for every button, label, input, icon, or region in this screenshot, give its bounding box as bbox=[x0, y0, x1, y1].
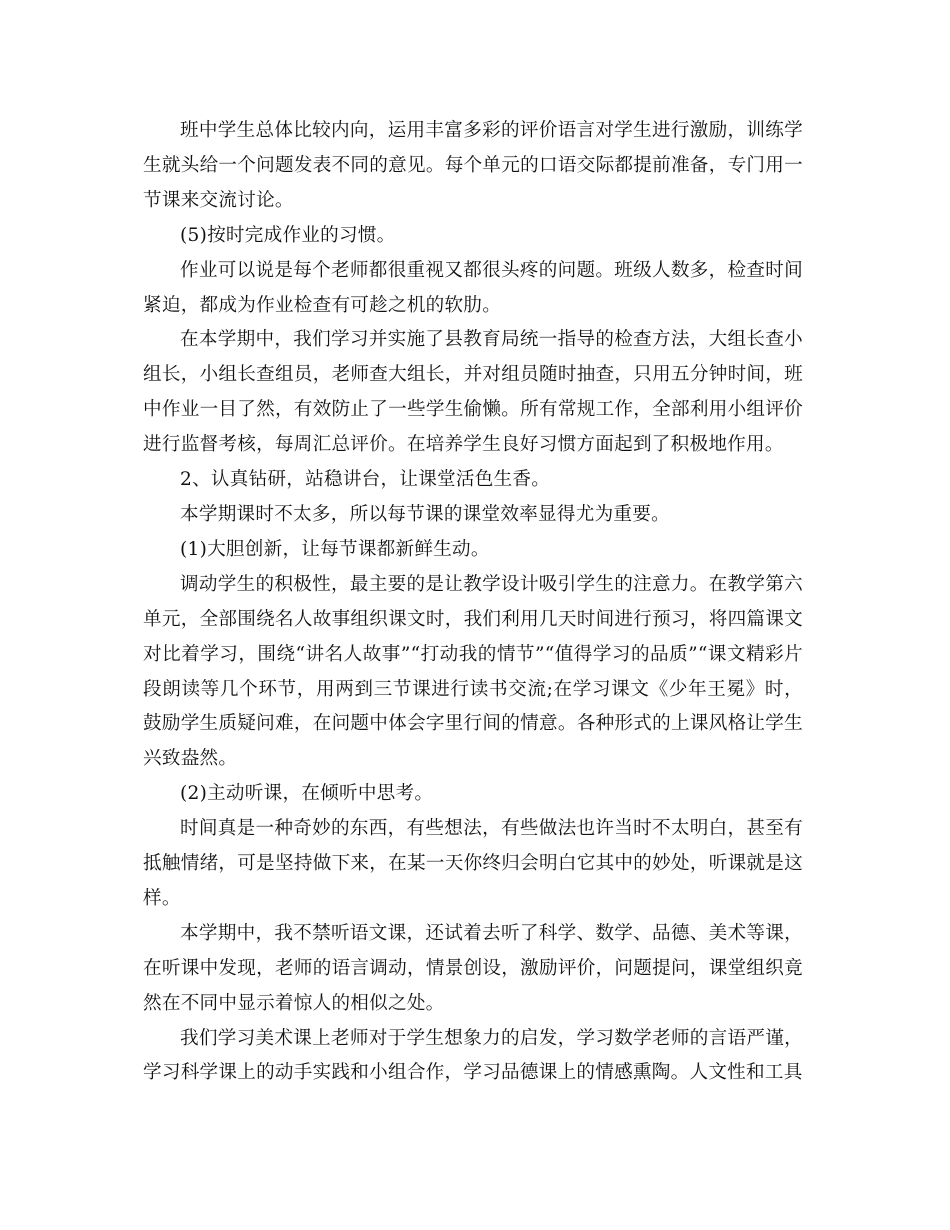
paragraph: 调动学生的积极性，最主要的是让教学设计吸引学生的注意力。在教学第六单元，全部围绕名人故事组织课文时，我们利用几天时间进行预习，将四篇课文对比着学习，围绕“讲名人故事”“打动我的情节”“值得学习的品质”“课文精彩片段朗读等几个环节，用两到三节课进行读书交流;在学习课文《少年王冕》时，鼓励学生质疑问难，在问题中体会字里行间的情意。各种形式的上课风格让学生兴致盎然。 bbox=[143, 573, 803, 770]
paragraph: 在本学期中，我们学习并实施了县教育局统一指导的检查方法，大组长查小组长，小组长查组员，老师查大组长，并对组员随时抽查，只用五分钟时间，班中作业一目了然，有效防止了一些学生偷懒。所有常规工作，全部利用小组评价进行监督考核，每周汇总评价。在培养学生良好习惯方面起到了积极地作用。 bbox=[143, 329, 803, 456]
subheading-innovation: (1)大胆创新，让每节课都新鲜生动。 bbox=[180, 538, 490, 560]
paragraph: 班中学生总体比较内向，运用丰富多彩的评价语言对学生进行激励，训练学生就头给一个问题发表不同的意见。每个单元的口语交际都提前准备，专门用一节课来交流讨论。 bbox=[143, 120, 803, 211]
section-heading: 2、认真钻研，站稳讲台，让课堂活色生香。 bbox=[180, 469, 551, 491]
paragraph: 本学期课时不太多，所以每节课的课堂效率显得尤为重要。 bbox=[180, 503, 670, 525]
document-body bbox=[143, 114, 803, 1091]
paragraph: 本学期中，我不禁听语文课，还试着去听了科学、数学、品德、美术等课，在听课中发现，老师的语言调动，情景创设，激励评价，问题提问，课堂组织竟然在不同中显示着惊人的相似之处。 bbox=[143, 922, 803, 1014]
paragraph: 时间真是一种奇妙的东西，有些想法，有些做法也许当时不太明白，甚至有抵触情绪，可是坚持做下来，在某一天你终归会明白它其中的妙处，听课就是这样。 bbox=[143, 818, 803, 909]
subheading-homework-habit: (5)按时完成作业的习惯。 bbox=[180, 224, 396, 246]
paragraph: 我们学习美术课上老师对于学生想象力的启发，学习数学老师的言语严谨，学习科学课上的动手实践和小组合作，学习品德课上的情感熏陶。人文性和工具 bbox=[143, 1027, 803, 1084]
paragraph: 作业可以说是每个老师都很重视又都很头疼的问题。班级人数多，检查时间紧迫，都成为作业检查有可趁之机的软肋。 bbox=[143, 259, 803, 316]
subheading-listening: (2)主动听课，在倾听中思考。 bbox=[180, 783, 434, 805]
